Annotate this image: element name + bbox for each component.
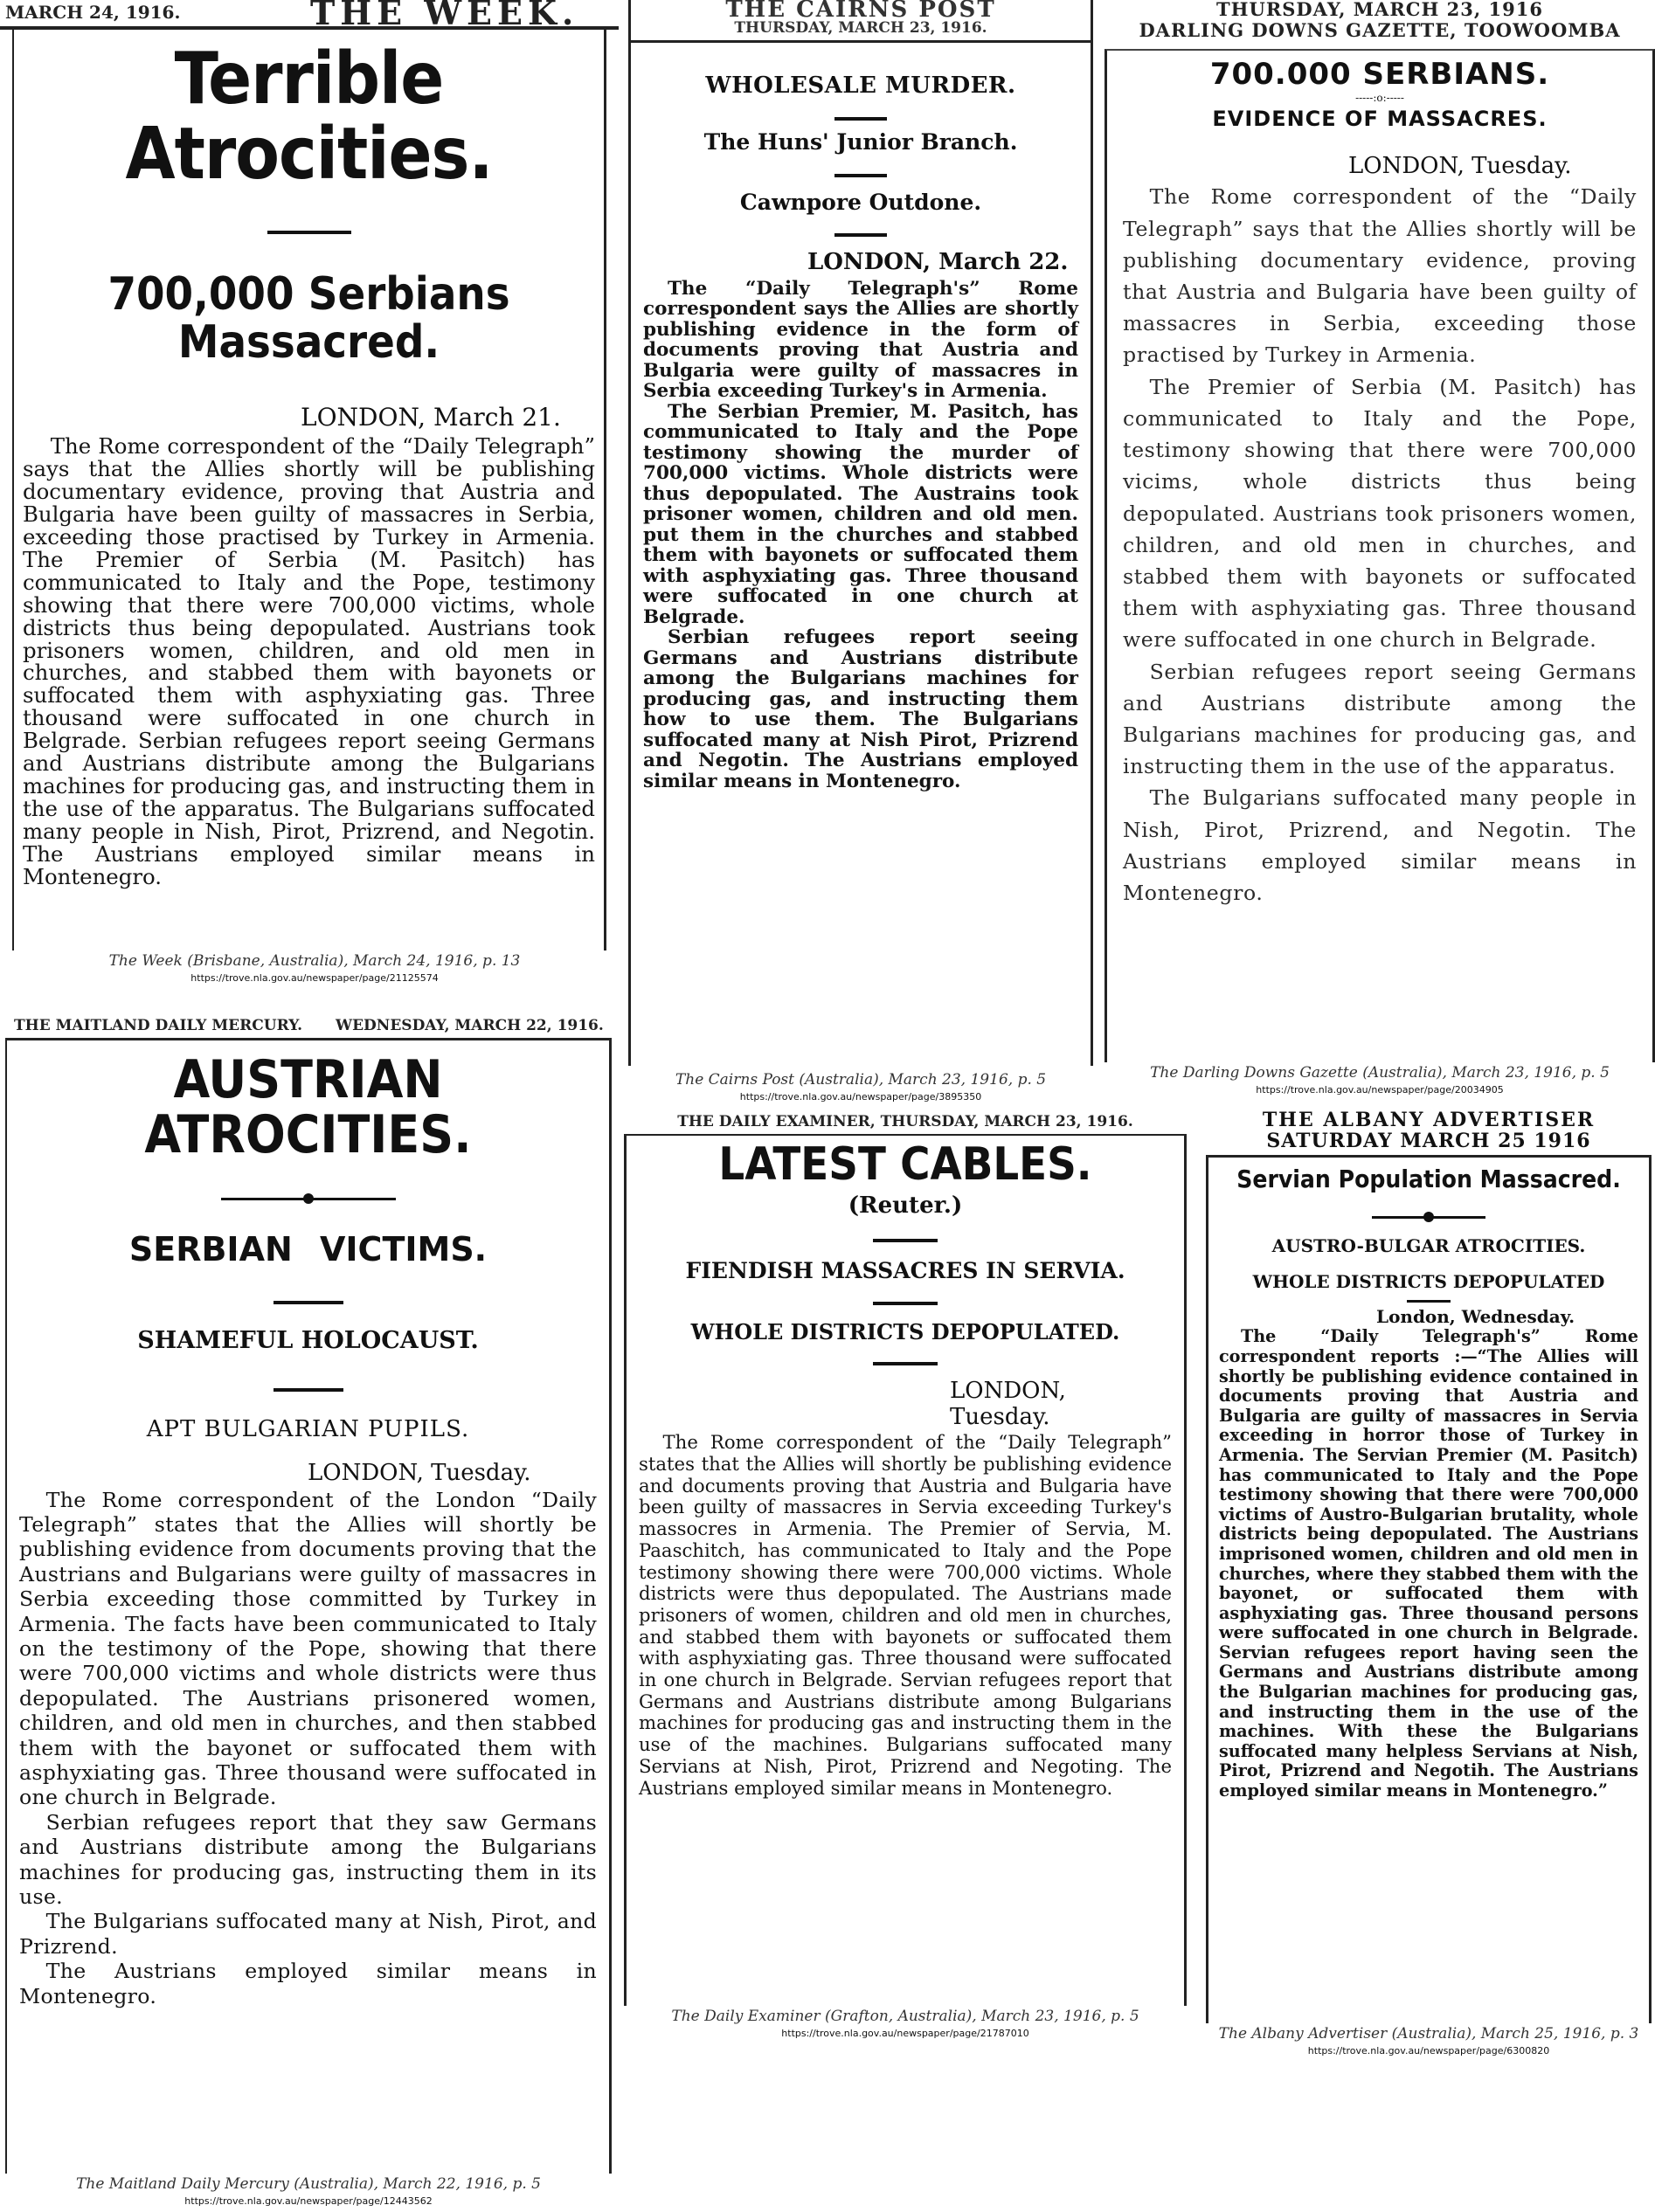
masthead-title: DARLING DOWNS GAZETTE, TOOWOOMBA [1139, 19, 1621, 41]
masthead-date: THURSDAY, MARCH 23, 1916. [734, 19, 987, 37]
article-body [23, 435, 595, 888]
paragraph: Serbian refugees report that they saw Germans and Austrians distribute among the Bulgarians machines for producing gas, instructing them in its use. [19, 1809, 597, 1910]
caption-text: (Australia), March 23, 1916, p. 5 [793, 1071, 1047, 1089]
divider [834, 174, 887, 177]
caption-text: (Grafton, Australia), March 23, 1916, p. 5 [820, 2008, 1139, 2025]
article-column [12, 30, 606, 950]
caption-maitland [0, 2175, 617, 2207]
reuter: (Reuter.) [848, 1192, 963, 1219]
masthead [0, 0, 619, 26]
caption-darling-downs [1104, 1064, 1655, 1096]
ornament-divider [221, 1192, 396, 1205]
dateline: LONDON, March 22. [807, 248, 1069, 275]
caption-text: (Australia), March 23, 1916, p. 5 [1357, 1064, 1610, 1082]
masthead-right: WEDNESDAY, MARCH 22, 1916. [336, 1017, 604, 1034]
clip-daily-examiner [620, 1109, 1190, 2006]
article-body [1219, 1327, 1638, 1801]
masthead: THE DAILY EXAMINER, THURSDAY, MARCH 23, 1916. [677, 1113, 1133, 1130]
divider [873, 1362, 938, 1365]
paragraph: The Rome correspondent of the “Daily Telegraph” says that the Allies shortly will be publishing documentary evidence, proving that Austria and Bulgaria have been guilty of massacres in Serbia, exceeding those practised by Turkey in Armenia. [1123, 184, 1637, 368]
caption-text: (Brisbane, Australia), March 24, 1916, p. 13 [182, 952, 521, 970]
source-link[interactable]: https://trove.nla.gov.au/newspaper/page/3895350 [739, 1091, 982, 1103]
masthead-date: SATURDAY MARCH 25 1916 [1266, 1130, 1591, 1152]
source-link[interactable]: https://trove.nla.gov.au/newspaper/page/21787010 [781, 2028, 1029, 2039]
article-column [5, 1038, 612, 2174]
caption-cairns-post [628, 1071, 1093, 1103]
masthead [0, 1012, 617, 1038]
paragraph: The Bulgarians suffocated many people in Nish, Pirot, Prizrend, and Negotin. The Austrians employed similar means in Montenegro. [1123, 785, 1637, 905]
article-body [19, 1488, 597, 2009]
clip-darling-downs-gazette [1104, 0, 1655, 1062]
paragraph: The “Daily Telegraph's” Rome correspondent reports :—“The Allies will shortly be publishing evidence contained in documents proving that Austria and Bulgaria are guilty of massacres in Servia exceeding in horror those of Turkey in Armenia. The Servian Premier (M. Pasitch) has communicated to Italy and the Pope testimony showing that there were 700,000 victims of Austro-Bulgarian brutality, whole districts being depopulated. The Austrians imprisoned women, children and old men in churches, where they stabbed them with the bayonet, or suffocated them with asphyxiating gas. Three thousand persons were suffocated in one church in Belgrade. Servian refugees report having seen the Germans and Austrians distribute among the Bulgarian machines for producing gas, and instructing them in the use of the machines. With these the Bulgarians suffocated many helpless Servians at Nish, Pirot, Prizrend and Negotih. The Austrians employed similar means in Montenegro.” [1219, 1326, 1638, 1801]
headline: WHOLESALE MURDER. [705, 73, 1016, 99]
article-column [1206, 1155, 1652, 2023]
divider [274, 1301, 343, 1304]
masthead-title: THE ALBANY ADVERTISER [1262, 1109, 1596, 1131]
subhead-2: Cawnpore Outdone. [739, 189, 982, 215]
paragraph: The Rome correspondent of the “Daily Telegraph” states that the Allies will shortly be publishing evidence and documents proving that Austria and Bulgaria have been guilty of massacres in Servia exceeding Turkey's massocres in Armenia. The Premier of Servia, M. Paaschitch, has communicated to Italy and the Pope testimony showing there were 700,000 victims. Whole districts were thus depopulated. The Austrians made prisoners of women, children and old men in churches, and stabbed them with bayonets or suffocated them with asphyxiating gas. Three thousand were suffocated in one church in Belgrade. Servian refugees report that Germans and Austrians distribute among Bulgarians machines for producing gas and instructing them in the use of the machines. Bulgarians suffocated many Servians at Nish, Pirot, Prizrend and Negoting. The Austrians employed similar means in Montenegro. [639, 1431, 1172, 1799]
caption-albany-advertiser [1202, 2025, 1655, 2056]
source-link[interactable]: https://trove.nla.gov.au/newspaper/page/20034905 [1256, 1084, 1504, 1096]
clip-albany-advertiser [1202, 1109, 1655, 2023]
subhead-1: FIENDISH MASSACRES IN SERVIA. [685, 1257, 1125, 1283]
caption-paper: The Darling Downs Gazette [1150, 1064, 1358, 1082]
paragraph: The Austrians employed similar means in Montenegro. [19, 1959, 597, 2008]
headline: Servian Population Massacred. [1236, 1165, 1621, 1193]
divider [1407, 1300, 1451, 1303]
subhead-2: SHAMEFUL HOLOCAUST. [137, 1326, 479, 1354]
dateline: LONDON, Tuesday. [950, 1378, 1066, 1431]
dateline: LONDON, Tuesday. [308, 1459, 531, 1486]
paragraph: The Rome correspondent of the “Daily Telegraph” says that the Allies shortly will be publishing documentary evidence, proving that Austria and Bulgaria have been guilty of massacres in Serbia, exceeding those practised by Turkey in Armenia. The Premier of Serbia (M. Pasitch) has communicated to Italy and the Pope, testimony showing that there were 700,000 victims, whole districts thus being depopulated. Austrians took prisoners women, children, and old men in churches, and stabbed them with bayonets or suffocated them with asphyxiating gas. Three thousand were suffocated in one church in Belgrade. Serbian refugees report seeing Germans and Austrians distribute among the Bulgarians machines for producing gas, and instructing them in the use of the apparatus. The Bulgarians suffocated many people in Nish, Pirot, Prizrend, and Negotin. The Austrians employed similar means in Montenegro. [23, 433, 595, 889]
paragraph: Serbian refugees report seeing Germans and Austrians distribute among the Bulgarians machines for producing gas, and instructing them how to use them. The Bulgarians suffocated many at Nish Pirot, Prizrend and Negotin. The Austrians employed similar means in Montenegro. [643, 626, 1078, 792]
divider [834, 117, 887, 121]
ornament-divider [1372, 1211, 1485, 1221]
caption-paper: The Week [108, 952, 183, 970]
separator: -----:o:----- [1355, 91, 1404, 104]
masthead-date: THURSDAY, MARCH 23, 1916 [1216, 0, 1543, 20]
dateline: London, Wednesday. [1376, 1306, 1575, 1328]
masthead [1202, 1109, 1655, 1151]
caption-paper: The Daily Examiner [671, 2008, 821, 2025]
article-body [643, 279, 1078, 792]
clip-cairns-post [628, 0, 1093, 1066]
paragraph: The Rome correspondent of the London “Daily Telegraph” states that the Allies will shortly be publishing evidence from documents proving that the Austrians and Bulgarians were guilty of massacres in Serbia exceeding those committed by Turkey in Armenia. The facts have been communicated to Italy on the testimony of the Pope, showing that there were 700,000 victims and whole districts were thus depopulated. The Austrians prisonered women, children, and old men in churches, and then stabbed them with the bayonet or suffocated them with asphyxiating gas. Three thousand were suffocated in one church in Belgrade. [19, 1487, 597, 1810]
clip-maitland-daily-mercury [0, 1012, 617, 2174]
paragraph: The Premier of Serbia (M. Pasitch) has communicated to Italy and the Pope, testimony showing that there were 700,000 vicims, whole districts thus being depopulated. Austrians took prisoners women, children, and old men in churches, and stabbed them with bayonets or suffocated them with asphyxiating gas. Three thousand were suffocated in one church in Belgrade. [1123, 374, 1637, 653]
headline: 700.000 SERBIANS. [1209, 57, 1550, 92]
paragraph: Serbian refugees report seeing Germans and Austrians distribute among the Bulgarians machines for producing gas, and instructing them in the use of the apparatus. [1123, 659, 1637, 779]
caption-the-week [52, 952, 577, 984]
masthead [1104, 0, 1655, 47]
masthead-left: THE MAITLAND DAILY MERCURY. [14, 1017, 303, 1034]
caption-text: (Australia), March 25, 1916, p. 3 [1387, 2025, 1639, 2043]
headline: Terrible Atrocities. [125, 38, 493, 197]
subhead-3: APT BULGARIAN PUPILS. [146, 1416, 470, 1443]
source-link[interactable]: https://trove.nla.gov.au/newspaper/page/6300820 [1307, 2045, 1550, 2056]
divider [873, 1239, 938, 1242]
subhead-2: WHOLE DISTRICTS DEPOPULATED [1252, 1271, 1605, 1293]
article-body [639, 1432, 1172, 1799]
subhead-1: SERBIAN VICTIMS. [128, 1230, 488, 1268]
paragraph: The Serbian Premier, M. Pasitch, has communicated to Italy and the Pope testimony showing the murder of 700,000 victims. Whole districts were thus depopulated. The Austrains took prisoner women, children and old men. put them in the churches and stabbed them with bayonets or suffocated them with asphyxiating gas. Three thousand were suffocated in one church at Belgrade. [643, 400, 1078, 628]
subhead: 700,000 Serbians Massacred. [107, 268, 510, 369]
source-link[interactable]: https://trove.nla.gov.au/newspaper/page/21125574 [190, 972, 439, 984]
subhead-1: The Huns' Junior Branch. [703, 129, 1018, 156]
source-link[interactable]: https://trove.nla.gov.au/newspaper/page/12443562 [184, 2195, 433, 2207]
headline: AUSTRIAN ATROCITIES. [144, 1049, 472, 1165]
clip-the-week [0, 0, 619, 950]
caption-paper: The Maitland Daily Mercury [76, 2175, 289, 2193]
masthead-date: MARCH 24, 1916. [5, 2, 181, 23]
masthead [631, 0, 1091, 37]
masthead-title: THE CAIRNS POST [725, 0, 996, 23]
caption-text: (Australia), March 22, 1916, p. 5 [288, 2175, 541, 2193]
subhead: EVIDENCE OF MASSACRES. [1212, 107, 1548, 132]
divider [274, 1388, 343, 1392]
divider [267, 231, 351, 234]
caption-daily-examiner [620, 2008, 1190, 2039]
subhead-1: AUSTRO-BULGAR ATROCITIES. [1271, 1235, 1586, 1257]
dateline: LONDON, Tuesday. [1348, 153, 1572, 180]
article-column [1104, 49, 1655, 1062]
paragraph: The Bulgarians suffocated many at Nish, Pirot, and Prizrend. [19, 1909, 597, 1959]
paragraph: The “Daily Telegraph's” Rome correspondent says the Allies are shortly publishing evidence in the form of documents proving that Austria and Bulgaria were guilty of massacres in Serbia exceeding Turkey's in Armenia. [643, 277, 1078, 403]
masthead-title: THE WEEK. [310, 0, 579, 26]
divider [834, 233, 887, 237]
subhead-2: WHOLE DISTRICTS DEPOPULATED. [690, 1319, 1120, 1345]
caption-paper: The Cairns Post [675, 1071, 794, 1089]
dateline: LONDON, March 21. [301, 403, 561, 432]
divider [873, 1302, 938, 1305]
article-column [624, 1134, 1187, 2006]
headline: LATEST CABLES. [718, 1138, 1092, 1191]
caption-paper: The Albany Advertiser [1218, 2025, 1388, 2043]
article-body [1123, 181, 1637, 909]
